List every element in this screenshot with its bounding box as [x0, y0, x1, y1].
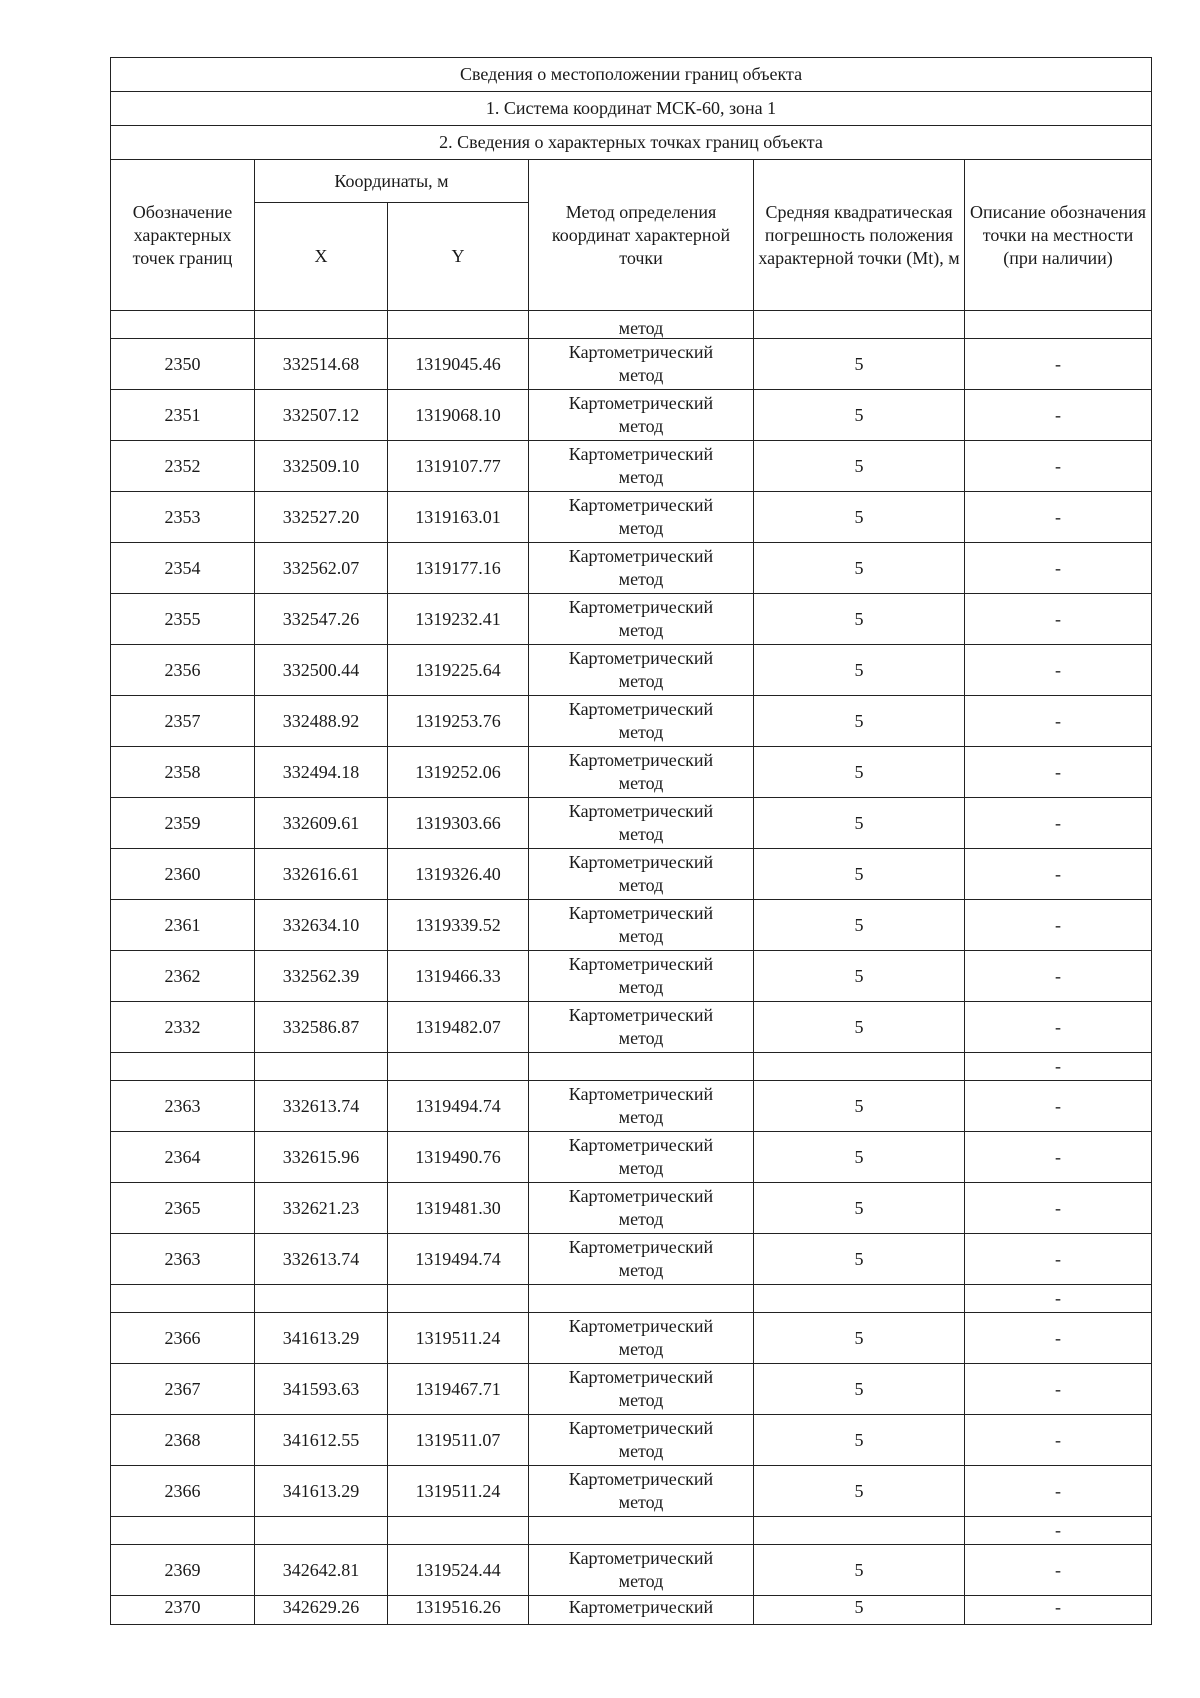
method-line: Картометрический	[568, 1005, 714, 1025]
cell-description: -	[965, 747, 1152, 798]
cell-y: 1319511.24	[388, 1466, 529, 1517]
cell-x: 332562.07	[255, 543, 388, 594]
cell-y: 1319253.76	[388, 696, 529, 747]
table-row	[111, 1002, 1152, 1053]
empty-cell	[255, 1053, 388, 1081]
cell-point: 2362	[111, 951, 255, 1002]
method-line: Картометрический	[568, 342, 714, 362]
table-row-separator	[111, 1517, 1152, 1545]
cell-y: 1319326.40	[388, 849, 529, 900]
method-line: метод	[618, 1028, 664, 1048]
empty-cell	[388, 1053, 529, 1081]
method-line: Картометрический	[568, 954, 714, 974]
cell-description: -	[965, 1234, 1152, 1285]
cell-error: 5	[754, 900, 965, 951]
cell-x: 332613.74	[255, 1234, 388, 1285]
cell-method	[529, 1081, 754, 1132]
cell-description: -	[965, 441, 1152, 492]
cell-point: 2332	[111, 1002, 255, 1053]
cell-x: 332562.39	[255, 951, 388, 1002]
cell-method	[529, 645, 754, 696]
cell-x: 332488.92	[255, 696, 388, 747]
cell-description: -	[965, 1081, 1152, 1132]
table-row	[111, 1183, 1152, 1234]
cell-point: 2363	[111, 1234, 255, 1285]
cell-y: 1319494.74	[388, 1081, 529, 1132]
cell-method	[529, 492, 754, 543]
cell-error: 5	[754, 951, 965, 1002]
cell-point: 2357	[111, 696, 255, 747]
col-header-method: Метод определения координат характерной точки	[529, 160, 754, 311]
method-line: Картометрический	[568, 546, 714, 566]
method-line: Картометрический	[568, 1186, 714, 1206]
method-line: Картометрический	[568, 597, 714, 617]
empty-cell	[754, 1285, 965, 1313]
cell-description: -	[965, 900, 1152, 951]
cell-x: 332634.10	[255, 900, 388, 951]
cell-point: 2366	[111, 1466, 255, 1517]
cell-y: 1319232.41	[388, 594, 529, 645]
cell-description: -	[965, 339, 1152, 390]
cell-description: -	[965, 390, 1152, 441]
cell-point: 2351	[111, 390, 255, 441]
method-line: Картометрический	[568, 1469, 714, 1489]
cell-point: 2350	[111, 339, 255, 390]
table-header	[111, 58, 1152, 311]
cell-error: 5	[754, 645, 965, 696]
col-header-y: Y	[388, 203, 529, 311]
cell-x: 332509.10	[255, 441, 388, 492]
cell-x: 332586.87	[255, 1002, 388, 1053]
cell-x: 332547.26	[255, 594, 388, 645]
cell-method	[529, 1234, 754, 1285]
table-row	[111, 543, 1152, 594]
table-row	[111, 492, 1152, 543]
cell-method	[529, 696, 754, 747]
cell-point: 2366	[111, 1313, 255, 1364]
empty-cell	[529, 1517, 754, 1545]
cell-method	[529, 1132, 754, 1183]
cell-description: -	[965, 1132, 1152, 1183]
cell-description: -	[965, 492, 1152, 543]
table-row-continuation	[111, 311, 1152, 339]
cell-method	[529, 798, 754, 849]
cell-point: 2363	[111, 1081, 255, 1132]
cell-error: 5	[754, 747, 965, 798]
method-line: метод	[618, 926, 664, 946]
table-row	[111, 798, 1152, 849]
cell-y: 1319467.71	[388, 1364, 529, 1415]
cell-y: 1319494.74	[388, 1234, 529, 1285]
method-line: метод	[618, 467, 664, 487]
cell-description: -	[965, 849, 1152, 900]
table-row	[111, 1415, 1152, 1466]
cell-point: 2368	[111, 1415, 255, 1466]
cell-method	[529, 1313, 754, 1364]
empty-cell	[111, 1285, 255, 1313]
cell-error: 5	[754, 798, 965, 849]
cell-y: 1319303.66	[388, 798, 529, 849]
method-line: Картометрический	[568, 444, 714, 464]
method-line: метод	[618, 1209, 664, 1229]
cell-error: 5	[754, 390, 965, 441]
cell-description: -	[965, 543, 1152, 594]
table-row	[111, 1234, 1152, 1285]
cell-description: -	[965, 1596, 1152, 1625]
cell-x: 332609.61	[255, 798, 388, 849]
cell-error: 5	[754, 1132, 965, 1183]
method-line: Картометрический	[568, 852, 714, 872]
cell-y: 1319068.10	[388, 390, 529, 441]
cell-error: 5	[754, 1596, 965, 1625]
cell-x: 342642.81	[255, 1545, 388, 1596]
table-row	[111, 696, 1152, 747]
empty-cell	[255, 1517, 388, 1545]
section-title: 2. Сведения о характерных точках границ объекта	[111, 126, 1152, 160]
cell-point: 2365	[111, 1183, 255, 1234]
cell-y: 1319339.52	[388, 900, 529, 951]
table-title: Сведения о местоположении границ объекта	[111, 58, 1152, 92]
cell-description: -	[965, 951, 1152, 1002]
table-row	[111, 849, 1152, 900]
method-line: метод	[618, 1441, 664, 1461]
cell-error: 5	[754, 849, 965, 900]
cell-description: -	[965, 1364, 1152, 1415]
method-line: Картометрический	[568, 1597, 714, 1617]
empty-cell	[111, 1517, 255, 1545]
method-line: метод	[618, 1390, 664, 1410]
cell-error: 5	[754, 339, 965, 390]
cell-method	[529, 900, 754, 951]
cell-error: 5	[754, 1183, 965, 1234]
cell-point: 2367	[111, 1364, 255, 1415]
method-line: Картометрический	[568, 393, 714, 413]
cell-description: -	[965, 1285, 1152, 1313]
method-line: Картометрический	[568, 1316, 714, 1336]
cell-method	[529, 1002, 754, 1053]
cell-method	[529, 339, 754, 390]
table-row	[111, 1313, 1152, 1364]
cell-y: 1319163.01	[388, 492, 529, 543]
cell-x: 341613.29	[255, 1313, 388, 1364]
cell-point: 2369	[111, 1545, 255, 1596]
cell-y: 1319107.77	[388, 441, 529, 492]
cell-error: 5	[754, 1364, 965, 1415]
method-line: метод	[618, 1571, 664, 1591]
table-row	[111, 1466, 1152, 1517]
col-header-description: Описание обозначения точки на местности (при наличии)	[965, 160, 1152, 311]
method-line: Картометрический	[568, 495, 714, 515]
cell-point: 2353	[111, 492, 255, 543]
cell-y: 1319516.26	[388, 1596, 529, 1625]
cell-y: 1319511.07	[388, 1415, 529, 1466]
cell-error: 5	[754, 492, 965, 543]
cell-point: 2370	[111, 1596, 255, 1625]
table-row	[111, 441, 1152, 492]
cell-description: -	[965, 1183, 1152, 1234]
method-line: Картометрический	[568, 1418, 714, 1438]
cell-point: 2359	[111, 798, 255, 849]
table-row-separator	[111, 1053, 1152, 1081]
method-line: Картометрический	[568, 1367, 714, 1387]
cell-point: 2352	[111, 441, 255, 492]
method-line: метод	[618, 977, 664, 997]
cell-method	[529, 849, 754, 900]
cell-x: 332616.61	[255, 849, 388, 900]
cell-description: -	[965, 1053, 1152, 1081]
cell-x: 332514.68	[255, 339, 388, 390]
empty-cell	[754, 1517, 965, 1545]
cell-error: 5	[754, 1313, 965, 1364]
cell-method	[529, 543, 754, 594]
method-line: Картометрический	[568, 903, 714, 923]
table-row-separator	[111, 1285, 1152, 1313]
cell-point: 2355	[111, 594, 255, 645]
method-line: метод	[618, 620, 664, 640]
empty-cell	[529, 1053, 754, 1081]
cell-method	[529, 1466, 754, 1517]
cell-x: 332613.74	[255, 1081, 388, 1132]
table-row	[111, 645, 1152, 696]
cell-x: 332507.12	[255, 390, 388, 441]
table-row	[111, 339, 1152, 390]
col-header-error: Средняя квадратическая погрешность положения характерной точки (Mt), м	[754, 160, 965, 311]
cell-description: -	[965, 696, 1152, 747]
boundary-points-table	[110, 57, 1152, 1625]
cell-y: 1319177.16	[388, 543, 529, 594]
method-fragment: метод	[529, 311, 754, 339]
table-row	[111, 900, 1152, 951]
cell-error: 5	[754, 1415, 965, 1466]
cell-description: -	[965, 1313, 1152, 1364]
cell-x: 332615.96	[255, 1132, 388, 1183]
col-header-coords: Координаты, м	[255, 160, 529, 203]
method-line: метод	[618, 722, 664, 742]
cell-x: 332500.44	[255, 645, 388, 696]
method-line: метод	[618, 416, 664, 436]
method-line: метод	[618, 875, 664, 895]
cell-method	[529, 1183, 754, 1234]
cell-method	[529, 1545, 754, 1596]
empty-cell	[529, 1285, 754, 1313]
method-line: Картометрический	[568, 1084, 714, 1104]
cell-x: 342629.26	[255, 1596, 388, 1625]
cell-y: 1319481.30	[388, 1183, 529, 1234]
cell-description: -	[965, 1517, 1152, 1545]
table-row	[111, 1545, 1152, 1596]
cell-y: 1319524.44	[388, 1545, 529, 1596]
table-row	[111, 594, 1152, 645]
method-line: метод	[618, 1260, 664, 1280]
cell-x: 332621.23	[255, 1183, 388, 1234]
table-row	[111, 747, 1152, 798]
cell-method	[529, 441, 754, 492]
method-line: метод	[618, 1158, 664, 1178]
cell-point: 2356	[111, 645, 255, 696]
cell-y: 1319252.06	[388, 747, 529, 798]
cell-point: 2361	[111, 900, 255, 951]
method-line: Картометрический	[568, 648, 714, 668]
cell-method	[529, 1415, 754, 1466]
cell-description: -	[965, 1545, 1152, 1596]
col-header-point: Обозначение характерных точек границ	[111, 160, 255, 311]
cell-point: 2360	[111, 849, 255, 900]
cell-y: 1319466.33	[388, 951, 529, 1002]
cell-x: 332527.20	[255, 492, 388, 543]
empty-cell	[388, 1285, 529, 1313]
cell-point: 2354	[111, 543, 255, 594]
col-header-x: X	[255, 203, 388, 311]
method-line: Картометрический	[568, 1237, 714, 1257]
cell-x: 341612.55	[255, 1415, 388, 1466]
method-line: Картометрический	[568, 699, 714, 719]
cell-method	[529, 594, 754, 645]
empty-cell	[388, 1517, 529, 1545]
cell-y: 1319482.07	[388, 1002, 529, 1053]
cell-point: 2358	[111, 747, 255, 798]
table-row	[111, 390, 1152, 441]
table-row	[111, 1132, 1152, 1183]
method-line: метод	[618, 518, 664, 538]
cell-method	[529, 1364, 754, 1415]
table-row	[111, 1364, 1152, 1415]
method-line: Картометрический	[568, 1548, 714, 1568]
cell-error: 5	[754, 594, 965, 645]
cell-error: 5	[754, 696, 965, 747]
cell-error: 5	[754, 1545, 965, 1596]
method-line: метод	[618, 365, 664, 385]
cell-method	[529, 951, 754, 1002]
method-line: метод	[618, 824, 664, 844]
method-line: метод	[618, 1339, 664, 1359]
cell-description: -	[965, 798, 1152, 849]
cell-error: 5	[754, 1466, 965, 1517]
empty-cell	[111, 1053, 255, 1081]
method-line: Картометрический	[568, 801, 714, 821]
coordinate-system: 1. Система координат МСК-60, зона 1	[111, 92, 1152, 126]
cell-method	[529, 1596, 754, 1625]
cell-description: -	[965, 594, 1152, 645]
cell-description: -	[965, 1466, 1152, 1517]
method-line: метод	[618, 1492, 664, 1512]
cell-x: 341593.63	[255, 1364, 388, 1415]
method-line: метод	[618, 773, 664, 793]
cell-error: 5	[754, 1234, 965, 1285]
method-line: Картометрический	[568, 750, 714, 770]
cell-y: 1319225.64	[388, 645, 529, 696]
table-body	[111, 311, 1152, 1625]
cell-description: -	[965, 1415, 1152, 1466]
cell-y: 1319490.76	[388, 1132, 529, 1183]
cell-error: 5	[754, 1002, 965, 1053]
cell-x: 332494.18	[255, 747, 388, 798]
cell-y: 1319511.24	[388, 1313, 529, 1364]
cell-method	[529, 390, 754, 441]
cell-x: 341613.29	[255, 1466, 388, 1517]
cell-y: 1319045.46	[388, 339, 529, 390]
method-line: метод	[618, 1107, 664, 1127]
cell-error: 5	[754, 441, 965, 492]
empty-cell	[255, 1285, 388, 1313]
empty-cell	[754, 1053, 965, 1081]
table-row	[111, 1596, 1152, 1625]
table-row	[111, 1081, 1152, 1132]
cell-error: 5	[754, 1081, 965, 1132]
cell-point: 2364	[111, 1132, 255, 1183]
cell-error: 5	[754, 543, 965, 594]
cell-description: -	[965, 645, 1152, 696]
table-row	[111, 951, 1152, 1002]
method-line: Картометрический	[568, 1135, 714, 1155]
cell-description: -	[965, 1002, 1152, 1053]
method-line: метод	[618, 569, 664, 589]
cell-method	[529, 747, 754, 798]
method-line: метод	[618, 671, 664, 691]
